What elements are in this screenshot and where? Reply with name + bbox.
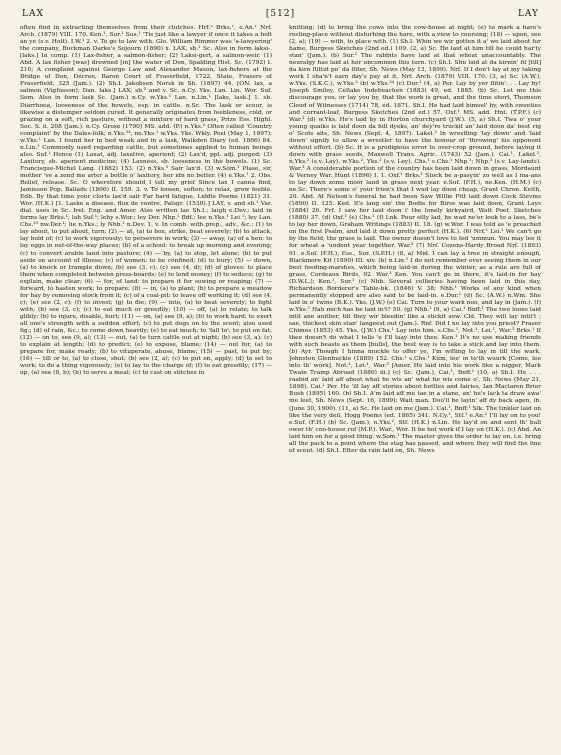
page-header — [20, 9, 541, 23]
running-head-right: LAY — [517, 9, 539, 19]
right-column-text: knitting; (d) to bring the cows into the cow-house at night; (e) to mark a hare's resting-place without disturbing the hare, with a view to coursing; (18) — upon, see (2, a); (19) — with, to place with. (1) Sh.I. Whin we wir gotten it a' we laid aboot fur hame, Burgess Sketches (2nd ed.) 109. (2, a) Sc. He laid at him till he could har'ly stan' (Jam.). (b) Sur.¹ The rabbits have laid at that wheat unaccountably. The neuralgy has laid at her uncommon this turn. (c) Sh.I. Shu laid at da kirnin' fil [till] da kirn flittid po' da fliter, Sh. News (May 13, 1899). Nrf. If I don't lay at my taking work I sha'n't earn day's pay at it, Nrf. Arch. (1879) VIII. 170. (3, a) Sc. (A.W.), w.Yks. (S.K.C.), w.Yks.² (b) w.Yks.²⁴ (c) Dur.¹ (4, a) Per. Lay by yer flitin'. . . Lay by! Joseph Smiley, Cellake Indebeachen (1883) 49, ed. 1885. (b) Sc. Let me this discourage you, or lay you by, that the work is great, and the time short, Thomson Cloud of Witnesses (1714) 78, ed. 1871. Sh.I. He had laid himsel' by, with sweeties and currant-loaf, Burgess Sketches (2nd ed.) 57. Oxf.¹ MS. add. Hnt. (T.P.F.) (c) War.³ (d) w.Yks. He's laid by in Horton churchyard (J.W.). (5, a) Sh.I. Twa o' your young quaiks is laid doon da hill dyeks, an' dey're truckit an' laid doon da' best rig o' Scots aits, Sh. News (Sept. 4, 1897). Lakel.² In wrestling 'lay down' and 'laid down' signify to allow a wrestler to have the honour of 'throwing' his opponent without effort. (b) Sc. It is a prodigious error to over-crop ground, before laying it down with grass seeds, Maxwell Trans. Agric. (1743) 52 (Jam.). Cai.¹, Lakel.², n.Yks.² (s.v. Lay), w.Yks.², Yks.² (s.v. Ley). Chs.¹ s.Chs.¹ Nhp.¹; Nhp.² (s.v. Lay-lands). War.³ A considerable portion of the country has been laid down in grass, Mordaunt & Verney War. Hunt (1896) I. 1. Oxf.¹ Brks.¹ Stock be a-pasyin' zo well as I ma-ans to lay down zome moor land in grass next year. e.Suf. (F.H.), ne.Ken. (H.M.) (c) ne.Sc. There's some o' your frien's that I wud lay doon cheap, Grant Chron. Keith, 20. Abd. At Nelson's funeral he had been Saw Willie Pitt laid down Cock Stevins (1890) II. 125. Ked. It's lang sin' the Bodie for Birse was laid doon, Grant Lays (1884) 26. Frf. I saw her laid doon i' the lonely kirkyaird, Watt Poet. Sketches (1880) 37. (d) Oxf.¹ (e) Chs.¹ (f) Lnk. Pour silly lad, he wad ne'er look to a lass, be's to lay her down, Graham Writings (1883) II. 18. (g) w.Wor. I was told as 'e preached on the first Psalm, and laid it down pretty perfect (H.K.). (6) Nrf.¹ Lei.¹ We can't go by the field, the grass is laid. The owner doesn't love to fed 'ummun. You may lee it for wheat a 'undent year together. War.³ (7) Nrf. Cozens-Hardy Broad Nrf. (1893) 91. e.Suf. (F.H.), Ess., Sur. (S.P.H.) (8, a) Mid. I can lay a tree in straight enough, Blackmore Kit (1890) III. xiv. (b) n.Lin.¹ I do not remember ever seeing them in our best feeding-marshes, which being laid-in during the winter, as a rule are full of grass, Cordeaux Birds, 92. War.³ Ken. You can't go in there, it's laid-in for hay (D.W.L.); Ken.¹, Sur.¹ (c) Nhb. Several collieries having been laid in this day, Richardson Borderer's Table-bk. (1846) V. 38; Nhb.¹ Works of any kind when permanently stopped are also said to be laid-in. e.Dur.¹ (d) Sc. (A.W.) n.Wm. She laid in o' twins (B.K.). Yks. (J.W.) (e) Cai. Turn to your wark noo, and lay in (Jam.). (f) w.Yks.² Hah mich has he laid in't? 50. (g) Nhb.¹ (9, a) Cai.¹ Bnff.¹ The two loons laid intil ane anither, till they wir bleedin' like a stickit sow. Cld. They will lay intil't ; sae, thickest skin stan' langeest out (Jam.). Rnf. Did I no lay into you priest? Fraser Chimes (1853) 45. Yks. (J.W.) Chs.¹ Lay into him. s.Chs.¹, Not.¹, Lei.¹, War.³ Brks.¹ If thee doesn't do what I tells 'e I'll laay into thee. Ken.¹ It's no use making friends with such beasts as them [bulls], the best way is to take a stick and lay into them. (b) Ayr. Though I hinna muckle to offer ye, I'm willing to lay in till the wark, Johnston Glenbuckie (1889) 152. Chs.¹ s.Chs.¹ Kum, lee' in to'th wuurk [Come, lee into th' work]. Not.¹, Lei.¹, War.³ [Amer. He laid into his work like a nigger, Mark Twain Tramp Abroad (1880) iii.] (c) Sc. (Jam.), Cai.¹, Bnff.¹ (10, a) Sh.I. He . . . raabid an' laid aff aboot what he wis an' what he wis come o', Sh. News (May 21, 1898). Cai.¹ Per. He 'ill lay aff stories aboot bottles and fairies, Ian Maclaren Brier Bush (1895) 160. (b) Sh.I. A'm laid aff me tae in a stane, an' he's lack ta draw awa' me leet, Sh. News (Sept. 16, 1899); Wait man. Doo'll be layin' aff dy back agen, ib. (June 30, 1900). (11, a) Sc. He laid on me (Jam.). Cai.¹, Bnff.¹ Slk. The tinkler laid on like the very deil, Hogg Poems (ed. 1865) 341. N.Cy.¹, Stf.¹ e.An.¹ I'll lay on to you! e.Suf. (F.H.) (b) Sc. (Jam.), n.Yks.², Stf. (H.K.) n.Lin. He lay'd on and sent th' ball ower th' coo-house ruf (M.P.). War., Wor. It be hot work if I lay on (H.K.). (c) Abd. An laid him on for a good thing. w.Som.¹ The master gives the order to lay on, i.e. bring all the pack to a point where the stag has passed, and where they will find the line of scent. (d) Sh.I. Efter da rain laid on, Sh. News — [289, 25, 541, 454]
running-head-left: LAX — [22, 9, 44, 19]
text-columns — [20, 25, 541, 751]
right-column — [289, 25, 541, 751]
left-column-text: often find in extracting themselves from their clutches. Hrf.² Brks.¹, e.An.¹ Nrf. Arch. (1879) VIII. 170. Ken.¹, Sur.¹ Sus.¹ 'Tis just like a lawyer if once it takes a holt an ye (s.v. Holt). I.W.¹ 2. v. To go to law with. Glo. William Rimmer was 'a-lawyering' the company, Buckman Darke's Sojourn (1890) x. LAX, sb.¹ Sc. Also in form laksi-. [laks.] In comp. (1) Lax-fisher, a salmon-fisher; (2) Laksi-gert, a salmon-weir. (1) Abd. A lax fisher [was] drowned [in] the water of Don, Spalding Hist. Sc. (1792) I. 210; A complaint against George Law and Alexander Mason, lax-fishers at the Bridge of Don, Decree, Baron Court of Fraserfield, 1722, State, Frasers of Fraserfield, 325 (Jam.). (2) Sh.I. Jakobsen Norsk in Sh. (1897) 44. [ON. lax, a salmon (Vigfusson); Dan. laks.] LAX, sb.² and v. Sc. n.Cy. Yks. Lan. Lin. Wor. Suf. Som. Also in form lask Sc. (Jam.) n.Cy. w.Yks.¹ Lan. n.Lin.¹ [laks, lask.] 1. sb. Diarrhoea, looseness of the bowels, esp. in cattle. n.Sc. The lask or scour, is likewise a distemper seldom cured. It generally originates from feebleness, cold, or grazing on a soft, rich pasture, without a mixture of hard grass, Prize Ess. Highl. Soc. S. ii. 208 (Jam.). n.Cy. Grose (1790) MS. add. (P.) n.Yks.² Often called 'Country complaint' by the Dales-folk; n.Yks.²⁴, ne.Yks.¹ w.Yks. Yks. Wkly. Post (May 1, 1897); w.Yks.¹ Lan. I found her in bed weak and in a lask, Walkden Diary (ed. 1866) 84. n.Lin.¹ Commonly used regarding cattle, but sometimes applied to human beings also. Suf.¹ Hence (1) Laxat, adj. laxative, aperient; (2) Lax'd, ppl. adj. purged; (3) Laxitory, sb. aperient medicine; (4) Laxness, sb. looseness in the bowels. (1) Sc. Francisque-Michel Lang. (1882) 153. (2) n.Yks.² Sair lax'd. (3) w.Som.¹ Plase, sir, mother 've a zend me arter a bottle o' laxitory, her idn no better. (4) e.Yks.¹ 2. Obs. Relief, release. Sc. O wherefore should I tell my grief Since lax I canna find, Jamieson Pop. Ballads (1806) II. 159. 3. v. To loosen, soften; to relax, grow feeble. Edb. By that time your clorts lax'd sair Far hard fatigue, Liddle Poems (1821) 31. Wor. (H.K.) [1. Laske a disease, flux de ventre, Palsgr. (1530).] LAY, v. and sb.¹ Var. dial. uses in Sc. Irel. Eng. and Amer. Also written lae Sh.I.; laigh e.Dev.; laid in forms lay Brks.¹; lah Suf.¹; lehy s.Wor.; ley Der. Nhp.² Bdf.; lee n.Yks.¹ Lei.¹; ley Lan. Chs.¹³ nw.Der.¹; lie n.Yks.; ly Nhb.¹ n.Dev. 1. v. In comb. with prep., adv., &c.: (1) to lay about, to put about, turn; (2) — at, (a) to box, strike, beat severely; (b) to attack, lay hold of; (c) to work vigorously; to persevere in work; (3) — away, (a) of a hen: to lay eggs in out-of-the-way places; (b) of a school: to break up morning and evening; (c) to convert arable land into pasture; (4) — by, (a) to stop, let alone; (b) to put aside on account of illness; (c) of women: to be confined; (d) to bury; (5) — down, (a) to knock or trample down; (b) see (3, c); (c) see (4, d); (d) of gloves: to place them when completed between press-boards; (e) to lend money; (f) to seduce; (g) to explain, make clear; (6) — for, of land: to prepare it for sowing or reaping; (7) — forward, to hasten work; to prepare; (8) — in, (a) to plant; (b) to prepare a meadow for hay by removing stock from it; (c) of a coal-pit: to leave off working it; (d) see (4, c); (e) see (2, c); (f) to invest; (g) to die; (9) — into, (a) to beat severely; to fight with; (b) see (3, c); (c) to eat much or greedily; (10) — off, (a) to relate; to talk glibly; (b) to injure, disable, hurt; (11) — on, (a) see (9, a); (b) to work hard; to exert all one's strength with a sudden effort; (c) to put dogs on to the scent; also used fig.; (d) of rain, &c.: to come down heavily; (e) to eat much; to 'fall to'; to put on fat; (12) — on to, see (9, a); (13) — out, (a) to turn cattle out at night; (b) see (3, a); (c) to explain at length; (d) to predict; (e) to expose, blame; (14) — out for, (a) to prepare for, make ready; (b) to vituperate, abuse, blame; (15) — past, to put by; (16) — till or to, (a) to close, shut; (b) see (2, a); (c) to put on, apply; (d) to set to work; to do a thing vigorously; (e) to lay to the charge of; (f) to eat greedily; (17) — up, (a) see (8, b); (b) to serve a meal; (c) to cast on stitches in — [20, 25, 272, 377]
left-column — [20, 25, 272, 751]
page-number: [512] — [265, 9, 296, 19]
